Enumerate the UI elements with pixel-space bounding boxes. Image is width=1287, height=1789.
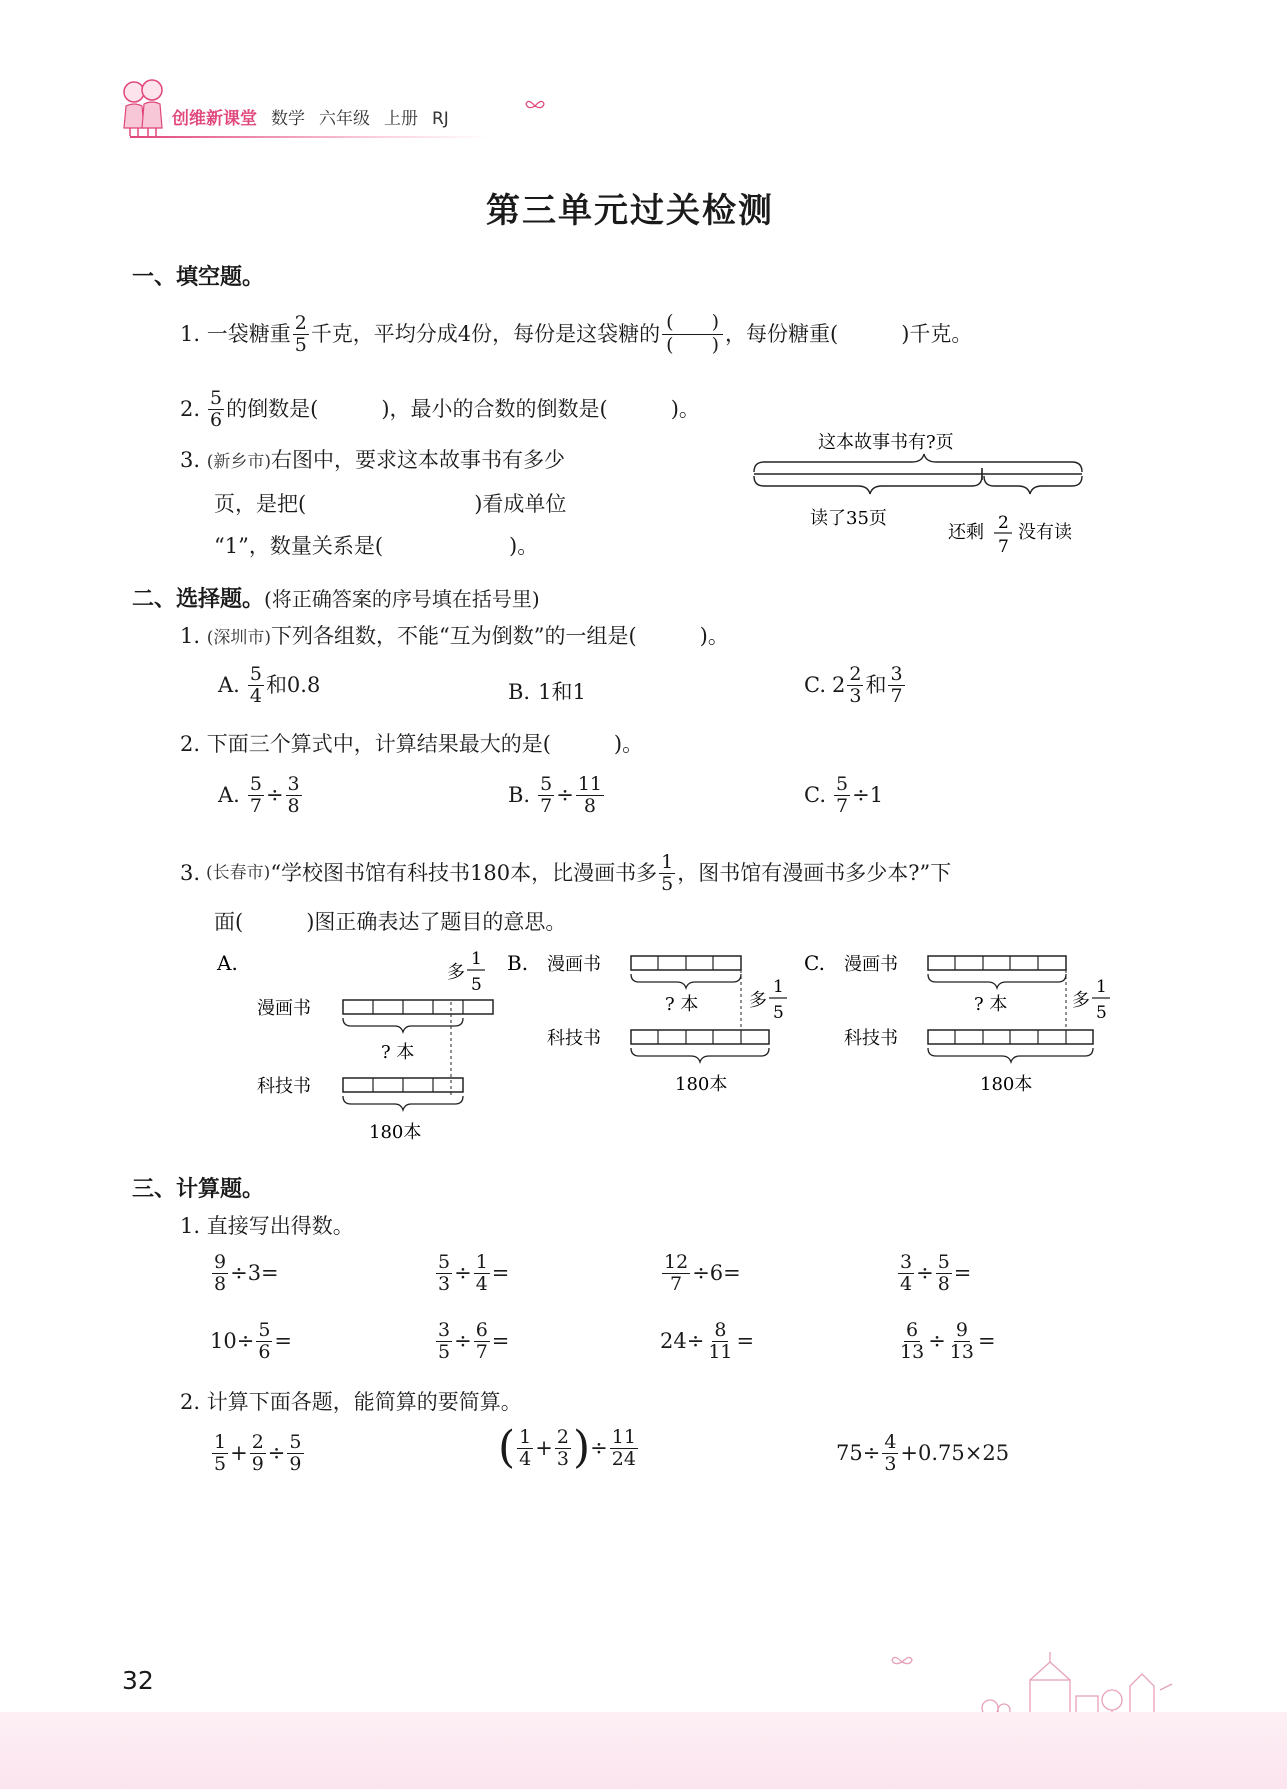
- fraction: $\frac{2}{5}$: [294, 311, 307, 356]
- fill-question-2: 2. $\frac{5}{6}$ 的倒数是( )，最小的合数的倒数是( )。: [180, 387, 700, 431]
- section-choice-title: 二、选择题。(将正确答案的序号填在括号里): [132, 587, 540, 612]
- page-title: 第三单元过关检测: [486, 191, 774, 231]
- volume: 上册: [384, 109, 418, 129]
- calc-item[interactable]: $\frac{12}{7}$ ÷6=: [664, 1251, 741, 1295]
- svg-text:科技书: 科技书: [844, 1028, 898, 1049]
- choice-question-3-line2: 面( )图正确表达了题目的意思。: [214, 910, 567, 934]
- diagram-frac-num: 2: [998, 513, 1009, 533]
- choice-question-2: 2. 下面三个算式中，计算结果最大的是( )。: [180, 732, 644, 756]
- fill-question-3: 3. (新乡市)右图中，要求这本故事书有多少 页，是把( )看成单位 “1”，数量关系是( )。: [180, 448, 567, 558]
- svg-text:A.: A.: [217, 951, 238, 975]
- svg-text:1: 1: [773, 977, 784, 997]
- fraction: $\frac{5}{6}$: [210, 387, 223, 431]
- story-book-diagram: [748, 420, 1098, 560]
- calc-expression-1[interactable]: $\frac{1}{5}$ + $\frac{2}{9}$ ÷ $\frac{5}{9}$: [214, 1431, 302, 1475]
- choice-1-option-b[interactable]: B. 1和1: [508, 680, 586, 704]
- calc-expression-2[interactable]: ( $\frac{1}{4}$ + $\frac{2}{3}$ ) ÷ $\frac{11}{24}$: [498, 1422, 636, 1473]
- calc-expression-3[interactable]: 75÷ $\frac{4}{3}$ +0.75×25: [836, 1431, 1010, 1475]
- calc-item[interactable]: $\frac{3}{5}$ ÷ $\frac{6}{7}$ =: [438, 1319, 510, 1363]
- diagram-remain-label: 还剩: [948, 522, 984, 543]
- svg-text:多: 多: [749, 990, 767, 1011]
- diagram-frac-den: 7: [998, 537, 1009, 557]
- footer-band: [0, 1712, 1287, 1789]
- fill-question-1: 1. 一袋糖重 $\frac{2}{5}$ 千克，平均分成4份，每份是这袋糖的 $\frac{( )}{( )}$ ，每份糖重( )千克。: [180, 311, 973, 356]
- diagram-unread-label: 没有读: [1018, 522, 1072, 543]
- svg-text:5: 5: [773, 1003, 784, 1023]
- svg-text:1: 1: [471, 949, 482, 969]
- page-number: 32: [122, 1666, 154, 1695]
- svg-text:5: 5: [471, 975, 482, 995]
- header-row: [172, 104, 449, 129]
- svg-text:180本: 180本: [980, 1074, 1033, 1095]
- header-rule: [130, 136, 490, 138]
- answer-blank-fraction[interactable]: $\frac{( )}{( )}$: [662, 312, 723, 357]
- choice-3-option-c[interactable]: [802, 944, 1122, 1104]
- butterfly-icon: [524, 98, 546, 118]
- diagram-top-label: 这本故事书有?页: [818, 432, 954, 453]
- svg-text:1: 1: [1096, 977, 1107, 997]
- brand-name: 创维新课堂: [172, 109, 257, 129]
- svg-text:科技书: 科技书: [257, 1076, 311, 1097]
- grade: 六年级: [319, 109, 370, 129]
- svg-text:? 本: ? 本: [974, 994, 1008, 1015]
- choice-question-3: 3. (长春市) “学校图书馆有科技书180本，比漫画书多 $\frac{1}{5}$ ，图书馆有漫画书多少本?”下: [180, 851, 952, 895]
- edition: RJ: [432, 109, 449, 129]
- svg-text:漫画书: 漫画书: [844, 954, 898, 975]
- choice-2-option-b[interactable]: B. $\frac{5}{7}$ ÷ $\frac{11}{8}$: [508, 773, 602, 817]
- calc-question-2: 2. 计算下面各题，能简算的要简算。: [180, 1390, 522, 1414]
- svg-text:180本: 180本: [369, 1122, 422, 1143]
- svg-text:? 本: ? 本: [381, 1042, 415, 1063]
- calc-item[interactable]: $\frac{9}{8}$ ÷3=: [214, 1251, 279, 1295]
- choice-question-1: 1. (深圳市)下列各组数，不能“互为倒数”的一组是( )。: [180, 624, 729, 648]
- svg-text:5: 5: [1096, 1003, 1107, 1023]
- calc-item[interactable]: $\frac{6}{13}$ ÷ $\frac{9}{13}$ =: [900, 1319, 996, 1363]
- choice-3-option-a[interactable]: [215, 944, 495, 1144]
- section-calc-title: 三、计算题。: [132, 1177, 265, 1202]
- svg-text:B.: B.: [507, 951, 529, 975]
- calc-item[interactable]: $\frac{3}{4}$ ÷ $\frac{5}{8}$ =: [900, 1251, 972, 1295]
- calc-item[interactable]: $\frac{5}{3}$ ÷ $\frac{1}{4}$ =: [438, 1251, 510, 1295]
- subject: 数学: [271, 109, 305, 129]
- diagram-read-label: 读了35页: [810, 508, 887, 529]
- svg-text:科技书: 科技书: [547, 1028, 601, 1049]
- calc-item[interactable]: 10÷ $\frac{5}{6}$ =: [210, 1319, 293, 1363]
- choice-3-option-b[interactable]: [505, 944, 795, 1104]
- calc-item[interactable]: 24÷ $\frac{8}{11}$ =: [660, 1319, 755, 1363]
- choice-1-option-c[interactable]: C. 2 $\frac{2}{3}$ 和 $\frac{3}{7}$: [804, 663, 903, 707]
- choice-2-option-c[interactable]: C. $\frac{5}{7}$ ÷1: [804, 773, 884, 817]
- svg-text:多: 多: [447, 962, 465, 983]
- section-fill-title: 一、填空题。: [132, 265, 265, 290]
- choice-1-option-a[interactable]: A. $\frac{5}{4}$ 和0.8: [218, 663, 321, 707]
- choice-2-option-a[interactable]: A. $\frac{5}{7}$ ÷ $\frac{3}{8}$: [218, 773, 300, 817]
- svg-text:? 本: ? 本: [665, 994, 699, 1015]
- svg-text:漫画书: 漫画书: [257, 998, 311, 1019]
- svg-text:180本: 180本: [675, 1074, 728, 1095]
- svg-text:漫画书: 漫画书: [547, 954, 601, 975]
- svg-text:多: 多: [1072, 990, 1090, 1011]
- svg-text:C.: C.: [804, 951, 825, 975]
- header-illustration: [118, 76, 168, 138]
- calc-question-1: 1. 直接写出得数。: [180, 1214, 354, 1238]
